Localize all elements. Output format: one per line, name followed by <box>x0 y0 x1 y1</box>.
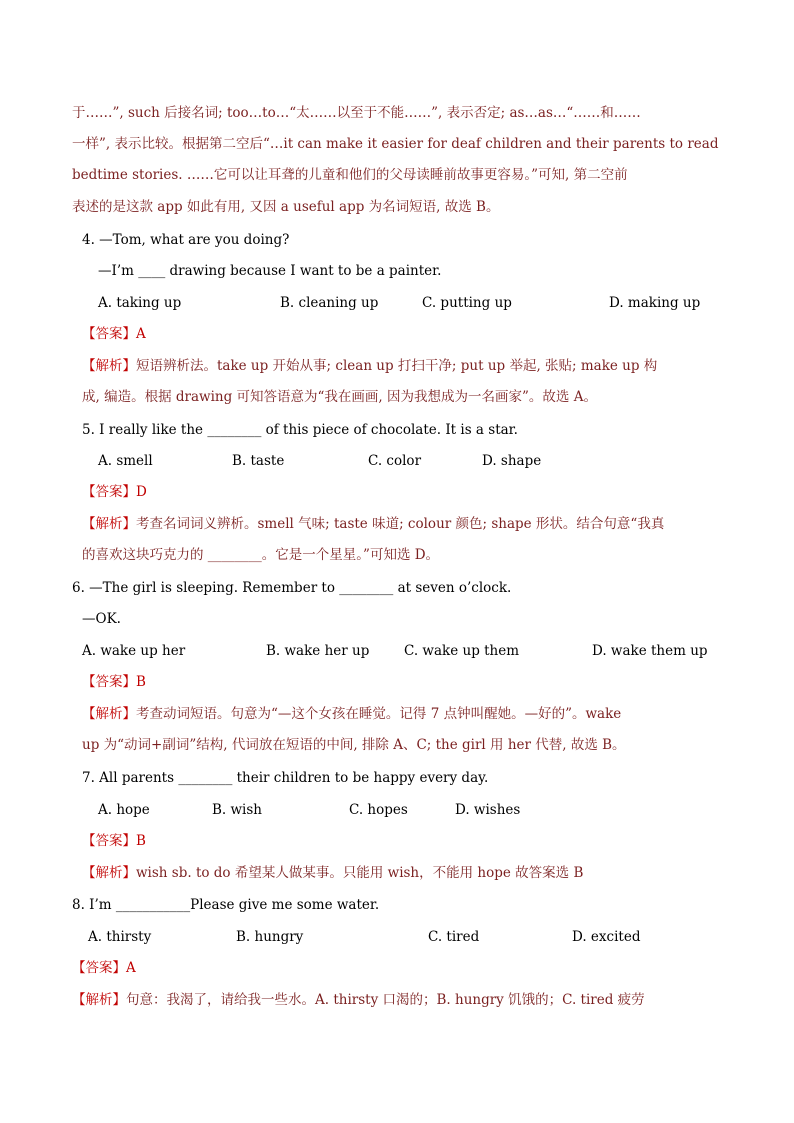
q7-answer <box>82 832 146 850</box>
q6-response: —OK. <box>82 611 121 627</box>
q4-answer <box>82 325 146 343</box>
analysis-text: wish sb. to do 希望某人做某事。只能用 wish，不能用 hope 故答案选 B <box>136 865 584 881</box>
q5-option-d: D. shape <box>482 453 542 469</box>
analysis-tag: 【解析】 <box>82 358 136 374</box>
q5-stem: 5. I really like the ________ of this piece of chocolate. It is a star. <box>82 422 518 438</box>
q8-analysis-1 <box>72 991 645 1009</box>
analysis-text: 句意：我渴了，请给我一些水。A. thirsty 口渴的；B. hungry 饥饿的；C. tired 疲劳 <box>126 992 645 1008</box>
q8-answer <box>72 959 136 977</box>
answer-value: A <box>126 960 136 976</box>
q6-answer <box>82 673 146 691</box>
q5-analysis-2: 的喜欢这块巧克力的 ________。它是一个星星。”可知选 D。 <box>82 547 440 563</box>
analysis-tag: 【解析】 <box>82 865 136 881</box>
answer-value: B <box>136 833 146 849</box>
q6-option-c: C. wake up them <box>404 643 520 659</box>
q4-stem: 4. —Tom, what are you doing? <box>82 232 290 248</box>
answer-tag: 【答案】 <box>82 326 136 342</box>
q4-analysis-1 <box>82 357 657 375</box>
q7-option-d: D. wishes <box>455 802 521 818</box>
intro-line-1: 于……”, such 后接名词; too…to…“太……以至于不能……”, 表示否定; as…as…“……和…… <box>72 105 641 121</box>
answer-tag: 【答案】 <box>82 484 136 500</box>
q5-option-c: C. color <box>368 453 422 469</box>
q4-response: —I’m ____ drawing because I want to be a painter. <box>98 263 442 279</box>
analysis-text: 考查动词短语。句意为“—这个女孩在睡觉。记得 7 点钟叫醒她。—好的”。wake <box>136 706 622 722</box>
q4-option-d: D. making up <box>609 295 701 311</box>
q5-option-b: B. taste <box>232 453 285 469</box>
answer-tag: 【答案】 <box>82 674 136 690</box>
answer-value: A <box>136 326 146 342</box>
q5-answer <box>82 483 147 501</box>
q4-option-a: A. taking up <box>98 295 182 311</box>
q8-option-b: B. hungry <box>236 929 304 945</box>
q6-option-a: A. wake up her <box>82 643 186 659</box>
q4-option-c: C. putting up <box>422 295 512 311</box>
q7-option-c: C. hopes <box>349 802 408 818</box>
analysis-tag: 【解析】 <box>82 706 136 722</box>
q8-option-a: A. thirsty <box>88 929 152 945</box>
q5-analysis-1 <box>82 515 664 533</box>
q4-option-b: B. cleaning up <box>280 295 379 311</box>
analysis-text: 短语辨析法。take up 开始从事; clean up 打扫干净; put up 举起, 张贴; make up 构 <box>136 358 658 374</box>
intro-line-4: 表述的是这款 app 如此有用, 又因 a useful app 为名词短语, 故选 B。 <box>72 199 500 215</box>
q8-option-c: C. tired <box>428 929 480 945</box>
q6-option-b: B. wake her up <box>266 643 370 659</box>
q4-analysis-2: 成, 编造。根据 drawing 可知答语意为“我在画画, 因为我想成为一名画家”。故选 A。 <box>82 389 597 405</box>
q6-analysis-1 <box>82 705 621 723</box>
q7-option-b: B. wish <box>212 802 262 818</box>
q7-analysis-1 <box>82 864 583 882</box>
q7-option-a: A. hope <box>98 802 150 818</box>
analysis-tag: 【解析】 <box>72 992 126 1008</box>
analysis-tag: 【解析】 <box>82 516 136 532</box>
intro-line-2: 一样”, 表示比较。根据第二空后“…it can make it easier for deaf children and their parents to read <box>72 136 719 152</box>
answer-value: D <box>136 484 147 500</box>
analysis-text: 考查名词词义辨析。smell 气味; taste 味道; colour 颜色; shape 形状。结合句意“我真 <box>136 516 665 532</box>
q8-stem: 8. I’m ___________Please give me some water. <box>72 897 380 913</box>
answer-value: B <box>136 674 146 690</box>
q6-analysis-2: up 为“动词+副词”结构, 代词放在短语的中间, 排除 A、C; the girl 用 her 代替, 故选 B。 <box>82 737 626 753</box>
intro-line-3: bedtime stories. ……它可以让耳聋的儿童和他们的父母读睡前故事更容易。”可知, 第二空前 <box>72 167 628 183</box>
q5-option-a: A. smell <box>98 453 153 469</box>
q6-stem: 6. —The girl is sleeping. Remember to ________ at seven o’clock. <box>72 580 512 596</box>
q6-option-d: D. wake them up <box>592 643 708 659</box>
q7-stem: 7. All parents ________ their children to be happy every day. <box>82 770 489 786</box>
answer-tag: 【答案】 <box>72 960 126 976</box>
q8-option-d: D. excited <box>572 929 641 945</box>
answer-tag: 【答案】 <box>82 833 136 849</box>
